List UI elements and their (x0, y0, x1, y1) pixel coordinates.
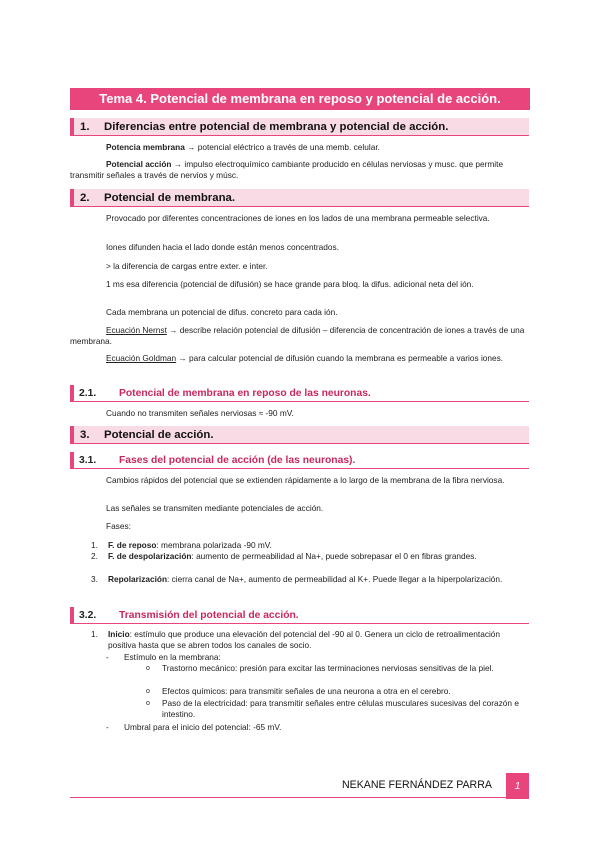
list-number: 2. (91, 551, 98, 561)
bullet-item (146, 663, 530, 674)
paragraph (70, 142, 530, 153)
paragraph: Fases: (106, 521, 131, 531)
subsection-2-1-heading (70, 385, 529, 402)
definition: : estímulo que produce una elevación del potencial del -90 al 0. Genera un ciclo de retroalimentación positiva hasta que se abren todos los canales de socio. (108, 629, 501, 650)
bullet-marker: o (146, 665, 150, 672)
paragraph: > la diferencia de cargas entre exter. e inter. (106, 261, 268, 271)
dash-item (106, 722, 530, 733)
subsection-title: Potencial de membrana en reposo de las neuronas. (119, 388, 371, 399)
bullet-marker: o (146, 688, 150, 695)
section-number: 1. (80, 121, 90, 133)
section-number: 3. (80, 429, 90, 441)
term: F. de despolarización (108, 551, 192, 561)
bullet-text: Efectos químicos: para transmitir señales de una neurona a otra en el cerebro. (162, 686, 451, 696)
definition: : membrana polarizada -90 mV. (156, 540, 272, 550)
list-item (91, 574, 530, 585)
subsection-title: Fases del potencial de acción (de las neuronas). (119, 455, 356, 466)
paragraph: Las señales se transmiten mediante potenciales de acción. (106, 503, 324, 513)
term: Potencial acción (106, 159, 172, 169)
list-item (91, 629, 530, 651)
paragraph (70, 159, 530, 181)
bullet-item (146, 698, 530, 720)
paragraph: 1 ms esa diferencia (potencial de difusión) se hace grande para bloq. la difus. adicional neta del ión. (106, 279, 474, 289)
paragraph: Provocado por diferentes concentraciones de iones en los lados de una membrana permeable selectiva. (106, 213, 490, 223)
subsection-number: 3.2. (79, 610, 97, 621)
paragraph: Cambios rápidos del potencial que se extienden rápidamente a lo largo de la membrana de la fibra nerviosa. (106, 475, 505, 485)
bullet-text: Trastorno mecánico: presión para excitar las terminaciones nerviosas sensitivas de la piel. (162, 663, 494, 673)
dash-text: Estímulo en la membrana: (124, 652, 221, 662)
section-title: Potencial de membrana. (104, 192, 236, 204)
section-title: Diferencias entre potencial de membrana y potencial de acción. (104, 121, 449, 133)
dash-text: Umbral para el inicio del potencial: -65 mV. (124, 722, 282, 732)
paragraph: Iones difunden hacia el lado donde están menos concentrados. (106, 242, 339, 252)
subsection-title: Transmisión del potencial de acción. (119, 610, 299, 621)
bullet-marker: o (146, 700, 150, 707)
term: Ecuación Goldman (106, 353, 177, 363)
author-name: NEKANE FERNÁNDEZ PARRA (342, 779, 492, 791)
term: F. de reposo (108, 540, 157, 550)
term: Potencia membrana (106, 142, 185, 152)
section-1-heading (70, 118, 529, 136)
definition: : aumento de permeabilidad al Na+, puede sobrepasar el 0 en fibras grandes. (191, 551, 477, 561)
dash-marker: - (106, 652, 109, 662)
bullet-item (146, 686, 530, 697)
bullet-text: Paso de la electricidad: para transmitir señales entre células musculares sucesivas del corazón e intestino. (162, 698, 519, 719)
subsection-number: 2.1. (79, 388, 97, 399)
definition: → para calcular potencial de difusión cuando la membrana es permeable a varios iones. (176, 353, 504, 363)
list-item (91, 551, 530, 562)
list-number: 3. (91, 574, 98, 584)
term: Ecuación Nernst (106, 325, 167, 335)
term: Inicio (108, 629, 130, 639)
definition: → impulso electroquímico cambiante producido en células nerviosas y musc. que permite transmitir señales a través de nervios y músc. (70, 159, 504, 180)
dash-item (106, 652, 530, 663)
list-number: 1. (91, 629, 98, 639)
definition: → describe relación potencial de difusión – diferencia de concentración de iones a través de una membrana. (70, 325, 525, 346)
section-2-heading (70, 189, 529, 207)
paragraph (70, 325, 530, 347)
page-number: 1 (506, 773, 529, 799)
subsection-number: 3.1. (79, 455, 97, 466)
list-number: 1. (91, 540, 98, 550)
paragraph (70, 353, 530, 364)
term: Repolarización (108, 574, 168, 584)
document-title: Tema 4. Potencial de membrana en reposo y potencial de acción. (70, 88, 530, 110)
paragraph: Cada membrana un potencial de difus. concreto para cada ión. (106, 307, 338, 317)
definition: → potencial eléctrico a través de una memb. celular. (184, 142, 380, 152)
subsection-3-1-heading (70, 452, 529, 469)
paragraph: Cuando no transmiten señales nerviosas ≈ -90 mV. (106, 408, 294, 418)
dash-marker: - (106, 722, 109, 732)
section-3-heading (70, 426, 529, 444)
list-item (91, 540, 530, 551)
footer-divider (70, 797, 529, 798)
definition: : cierra canal de Na+, aumento de permeabilidad al K+. Puede llegar a la hiperpolarización. (167, 574, 503, 584)
section-number: 2. (80, 192, 90, 204)
subsection-3-2-heading (70, 607, 529, 624)
section-title: Potencial de acción. (104, 429, 214, 441)
